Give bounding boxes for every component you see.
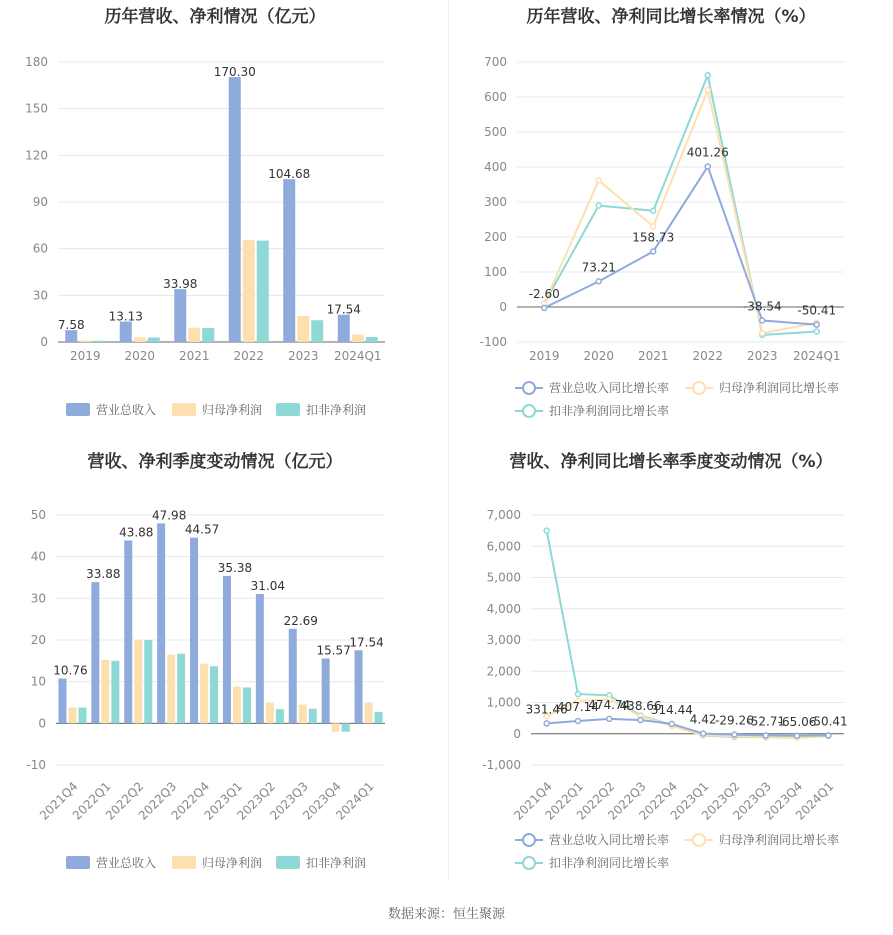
y-tick-label: 5,000 (486, 570, 521, 585)
bar-revenue (91, 582, 99, 723)
bar-revenue (223, 576, 231, 723)
bar-revenue (355, 650, 363, 723)
x-tick-label: 2023Q3 (730, 779, 774, 823)
legend-label: 扣非净利润 (306, 403, 367, 417)
data-label: 331.46 (525, 702, 568, 717)
bar-deducted-profit (257, 241, 269, 342)
point-revenue-growth (760, 318, 765, 323)
bar-deducted-profit (366, 337, 378, 342)
data-label: -50.41 (797, 303, 837, 318)
x-tick-label: 2022 (692, 349, 724, 363)
data-label: 47.98 (151, 508, 187, 523)
line-deducted-profit-growth (544, 75, 817, 335)
y-tick-label: 120 (25, 148, 48, 163)
bar-net-profit (297, 316, 309, 342)
bar-net-profit (134, 640, 142, 723)
data-label: 17.54 (326, 302, 361, 317)
y-tick-label: 10 (30, 674, 46, 689)
y-tick-label: 0 (38, 716, 46, 731)
data-label: 401.26 (686, 145, 729, 160)
x-tick-label: 2022Q3 (135, 779, 180, 823)
x-tick-label: 2022Q1 (69, 779, 114, 823)
data-label: 31.04 (250, 579, 286, 593)
x-tick-label: 2024Q1 (792, 779, 837, 823)
x-tick-label: 2022Q3 (605, 779, 649, 823)
bar-net-profit (101, 660, 109, 723)
data-label: 438.66 (619, 699, 662, 714)
y-tick-label: -10 (26, 758, 46, 772)
y-tick-label: 3,000 (486, 633, 521, 647)
quarterly-growth-rate-line-chart (449, 445, 893, 885)
point-net-profit-growth (651, 224, 656, 229)
bar-net-profit (134, 337, 146, 342)
legend-label: 归母净利润 (202, 403, 263, 417)
x-tick-label: 2022Q1 (542, 779, 587, 823)
bar-net-profit (352, 335, 364, 342)
bar-revenue (124, 541, 132, 724)
legend-swatch (276, 856, 300, 869)
legend-label: 归母净利润 (202, 856, 263, 870)
x-tick-label: 2022Q4 (168, 779, 213, 823)
y-tick-label: 400 (484, 160, 507, 174)
legend-label: 扣非净利润 (306, 856, 367, 870)
x-tick-label: 2023Q3 (267, 779, 311, 823)
bar-revenue (229, 77, 241, 342)
y-tick-label: 600 (484, 90, 507, 104)
x-tick-label: 2024Q1 (333, 349, 382, 363)
y-tick-label: 60 (32, 241, 48, 256)
bar-net-profit (79, 341, 91, 342)
y-tick-label: -100 (479, 335, 507, 349)
point-deducted-profit-growth (575, 692, 580, 697)
y-tick-label: 1,000 (486, 695, 521, 710)
data-label: 15.57 (316, 643, 351, 658)
x-tick-label: 2023Q4 (761, 779, 806, 823)
bar-deducted-profit (311, 320, 323, 342)
y-tick-label: 20 (30, 633, 46, 647)
point-deducted-profit-growth (814, 329, 819, 334)
legend-label: 扣非净利润同比增长率 (549, 404, 670, 418)
data-label: -52.71 (746, 714, 786, 729)
bar-net-profit (299, 705, 307, 724)
annual-growth-rate-line-chart (449, 0, 893, 440)
bar-net-profit (233, 687, 241, 724)
data-label: 35.38 (217, 560, 253, 575)
legend-label: 营业总收入 (96, 403, 157, 417)
bar-deducted-profit (276, 709, 284, 723)
bar-revenue (322, 658, 330, 723)
data-label: 10.76 (53, 663, 88, 678)
x-tick-label: 2024Q1 (333, 779, 377, 823)
data-label: 170.30 (213, 65, 256, 80)
data-source-note: 数据来源：恒生聚源 (387, 907, 505, 922)
point-revenue-growth (669, 721, 674, 726)
bar-deducted-profit (243, 688, 251, 724)
data-label: 33.88 (86, 567, 121, 582)
bar-net-profit (167, 655, 175, 724)
legend-label: 归母净利润同比增长率 (719, 833, 840, 847)
x-tick-label: 2023Q2 (698, 779, 743, 823)
legend-marker (523, 857, 535, 869)
y-tick-label: 0 (513, 726, 521, 741)
point-revenue-growth (651, 249, 656, 254)
bar-net-profit (200, 664, 208, 724)
y-tick-label: 30 (30, 591, 46, 606)
data-label: 17.54 (349, 635, 384, 650)
bar-revenue (289, 629, 297, 724)
x-tick-label: 2021Q4 (36, 779, 81, 823)
x-tick-label: 2021Q4 (511, 779, 555, 823)
point-revenue-growth (763, 733, 768, 738)
point-net-profit-growth (760, 331, 765, 336)
bar-revenue (58, 679, 66, 724)
data-label: 158.73 (632, 230, 675, 245)
x-tick-label: 2023 (287, 349, 319, 363)
line-net-profit-growth (544, 90, 817, 333)
bar-deducted-profit (375, 712, 383, 723)
bar-net-profit (365, 703, 373, 724)
y-tick-label: 6,000 (486, 539, 521, 554)
bar-deducted-profit (93, 341, 105, 342)
point-revenue-growth (732, 732, 737, 737)
bar-net-profit (243, 240, 255, 342)
point-revenue-growth (542, 305, 547, 310)
bar-net-profit (188, 328, 200, 342)
legend-swatch (66, 403, 90, 416)
y-tick-label: 300 (484, 195, 507, 209)
point-revenue-growth (814, 322, 819, 327)
point-deducted-profit-growth (544, 528, 549, 533)
bar-deducted-profit (202, 328, 214, 342)
bar-deducted-profit (342, 723, 350, 731)
legend-label: 扣非净利润同比增长率 (549, 856, 670, 870)
point-revenue-growth (544, 721, 549, 726)
y-tick-label: 0 (40, 335, 48, 349)
point-deducted-profit-growth (705, 73, 710, 78)
data-label: -50.41 (809, 714, 848, 729)
y-tick-label: 180 (25, 55, 48, 69)
bar-revenue (283, 179, 295, 342)
y-tick-label: 4,000 (486, 601, 521, 616)
x-tick-label: 2022Q2 (573, 779, 618, 823)
bar-net-profit (332, 723, 340, 731)
bar-revenue (338, 315, 350, 342)
x-tick-label: 2020 (124, 349, 156, 363)
bar-revenue (190, 538, 198, 724)
data-label: 7.58 (57, 318, 85, 333)
data-label: -38.54 (742, 299, 782, 314)
data-label: 73.21 (581, 260, 616, 275)
y-tick-label: 0 (499, 300, 507, 314)
data-label: 43.88 (119, 525, 154, 540)
bar-deducted-profit (78, 708, 86, 724)
legend-swatch (172, 403, 196, 416)
point-revenue-growth (826, 733, 831, 738)
bar-deducted-profit (177, 654, 185, 724)
x-tick-label: 2022Q2 (102, 779, 147, 823)
point-revenue-growth (795, 733, 800, 738)
bar-net-profit (68, 708, 76, 724)
y-tick-label: 150 (25, 101, 48, 116)
bar-revenue (256, 594, 264, 723)
data-label: 4.42 (689, 712, 717, 727)
y-tick-label: 200 (484, 230, 507, 244)
chart-title: 历年营收、净利情况（亿元） (104, 7, 326, 27)
y-tick-label: 2,000 (486, 664, 521, 679)
x-tick-label: 2022 (233, 349, 265, 363)
data-label: 22.69 (283, 613, 318, 628)
data-label: -2.60 (528, 286, 560, 301)
x-tick-label: 2022Q4 (636, 779, 680, 823)
bar-deducted-profit (144, 640, 152, 723)
y-tick-label: 40 (30, 549, 46, 564)
legend-label: 归母净利润同比增长率 (719, 381, 840, 395)
x-tick-label: 2023Q1 (667, 779, 712, 823)
data-label: 407.14 (556, 700, 599, 715)
bar-revenue (174, 289, 186, 342)
x-tick-label: 2020 (583, 349, 615, 363)
chart-title: 历年营收、净利同比增长率情况（%） (526, 7, 816, 27)
x-tick-label: 2023Q4 (300, 779, 344, 823)
data-label: 104.68 (268, 167, 311, 182)
bar-revenue (157, 523, 165, 723)
x-tick-label: 2024Q1 (792, 349, 841, 363)
bar-deducted-profit (111, 661, 119, 724)
legend-marker (693, 834, 705, 846)
point-net-profit-growth (596, 178, 601, 183)
data-label: 13.13 (108, 309, 143, 324)
x-tick-label: 2019 (69, 349, 101, 363)
bar-net-profit (266, 703, 274, 724)
point-revenue-growth (705, 164, 710, 169)
point-net-profit-growth (705, 88, 710, 93)
data-label: 474.74 (588, 697, 631, 712)
legend-swatch (172, 856, 196, 869)
legend-marker (523, 834, 535, 846)
legend-marker (523, 382, 535, 394)
y-tick-label: 90 (32, 195, 48, 209)
bar-deducted-profit (148, 337, 160, 342)
y-tick-label: 100 (484, 265, 507, 279)
legend-label: 营业总收入同比增长率 (549, 833, 670, 847)
y-tick-label: 700 (484, 55, 507, 69)
point-revenue-growth (575, 719, 580, 724)
data-label: 33.98 (163, 277, 198, 292)
x-tick-label: 2021 (178, 349, 210, 363)
legend-swatch (66, 856, 90, 869)
quarterly-revenue-profit-bar-chart (0, 445, 448, 885)
legend-label: 营业总收入 (96, 856, 157, 870)
point-revenue-growth (638, 718, 643, 723)
data-label: -65.06 (777, 714, 817, 729)
point-revenue-growth (596, 279, 601, 284)
x-tick-label: 2019 (528, 349, 560, 363)
legend-marker (693, 382, 705, 394)
y-tick-label: 30 (32, 288, 48, 303)
x-tick-label: 2023Q2 (234, 779, 278, 823)
legend-marker (523, 405, 535, 417)
bar-deducted-profit (309, 709, 317, 724)
y-tick-label: 500 (484, 125, 507, 139)
bar-deducted-profit (210, 666, 218, 723)
x-tick-label: 2023Q1 (201, 779, 246, 823)
annual-revenue-profit-bar-chart (0, 0, 448, 440)
legend-swatch (276, 403, 300, 416)
y-tick-label: 50 (30, 508, 46, 522)
y-tick-label: -1,000 (482, 758, 521, 772)
x-tick-label: 2021 (637, 349, 669, 363)
x-tick-label: 2023 (746, 349, 778, 363)
data-label: 44.57 (184, 522, 220, 537)
point-revenue-growth (701, 731, 706, 736)
bar-revenue (120, 322, 132, 342)
chart-title: 营收、净利同比增长率季度变动情况（%） (509, 452, 833, 472)
point-revenue-growth (607, 716, 612, 721)
chart-title: 营收、净利季度变动情况（亿元） (87, 452, 343, 472)
point-deducted-profit-growth (596, 203, 601, 208)
data-label: -29.26 (715, 713, 754, 728)
data-label: 314.44 (650, 702, 693, 717)
point-deducted-profit-growth (651, 208, 656, 213)
legend-label: 营业总收入同比增长率 (549, 381, 670, 395)
y-tick-label: 7,000 (486, 508, 521, 522)
